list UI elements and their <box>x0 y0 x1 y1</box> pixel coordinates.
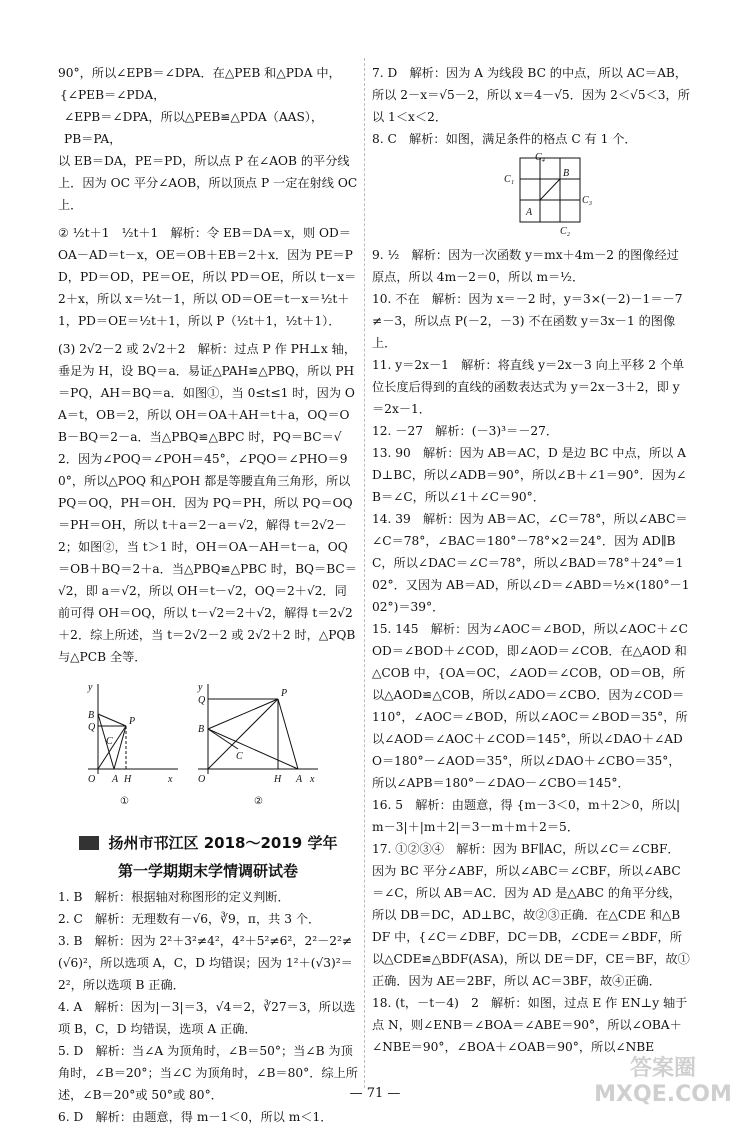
fig-label: B <box>198 724 205 735</box>
answer-item: 13. 90 解析：因为 AB＝AC，D 是边 BC 中点，所以 AD⊥BC，所以∠ADB＝90°，所以∠B＋∠1＝90°．因为∠B＝∠C，所以∠1＋∠C＝90°． <box>372 446 687 504</box>
answer-item: 3. B 解析：因为 2²＋3²≠4²，4²＋5²≠6²，2²－2²≠(√6)²，所以选项 A，C，D 均错误；因为 1²＋(√3)²＝2²，所以选项 B 正确． <box>58 934 353 992</box>
grid-labels <box>504 152 593 237</box>
fig-label: H <box>274 774 282 785</box>
answer-item: 2. C 解析：无理数有－√6，∛9，π，共 3 个． <box>58 912 321 926</box>
fig-label: P <box>129 716 136 727</box>
fig-label: C <box>106 736 113 747</box>
system-line: ∠EPB＝∠DPA，所以△PEB≌△PDA（AAS）， <box>64 110 324 124</box>
grid-label: C₃ <box>582 195 593 206</box>
right-column <box>372 62 690 1058</box>
answer-item: 9. ½ 解析：因为一次函数 y＝mx＋4m－2 的图像经过原点，所以 4m－2＝0，所以 m＝½． <box>372 248 679 284</box>
grid-label: B <box>563 168 570 179</box>
fig-label: y <box>198 682 203 693</box>
coordinate-figures <box>58 674 358 824</box>
text-paragraph: (3) 2√2－2 或 2√2＋2 解析：过点 P 作 PH⊥x 轴，垂足为 H，设 BQ＝a．易证△PAH≌△PBQ，所以 PH＝PQ，AH＝BQ＝a．如图①，当 0≤t≤1 时，因为 OA＝t，OB＝2，所以 OH＝OA＋AH＝t＋a，OQ＝OB－BQ＝2－a．当△PBQ≌△BPC 时，PQ＝BC＝√2．因为∠POQ＝∠POH＝45°，∠PQO＝∠PHO＝90°，所以△POQ 和△POH 都是等腰直角三角形，所以 PQ＝OQ，PH＝OH．因为 PQ＝PH，所以 PQ＝OQ＝PH＝OH，所以 t＋a＝2－a＝√2，解得 t＝2√2－2；如图②，当 t＞1 时，OH＝OA－AH＝t－a，OQ＝OB＋BQ＝2＋a．当△PBQ≌△PBC 时，BQ＝BC＝√2，即 a＝√2，所以 OH＝t－√2，OQ＝2＋√2．同前可得 OH＝OQ，所以 t－√2＝2＋√2，解得 t＝2√2＋2．综上所述，当 t＝2√2－2 或 2√2＋2 时，△PQB 与△PCB 全等． <box>58 342 357 664</box>
grid-label: C₂ <box>560 226 571 237</box>
fig-label: ① <box>120 796 129 807</box>
answer-item: 17. ①②③④ 解析：因为 BF∥AC，所以∠C＝∠CBF．因为 BC 平分∠ABF，所以∠ABC＝∠CBF，所以∠ABC＝∠C，所以 AB＝AC．因为 AD 是△ABC 的角平分线，所以 DB＝DC，AD⊥BC，故②③正确．在△CDE 和△BDF 中，{∠C＝∠DBF，DC＝DB，∠CDE＝∠BDF，所以△CDE≌△BDF(ASA)，所以 DE＝DF，CE＝BF，故①正确．因为 AE＝2BF，所以 AC＝3BF，故④正确． <box>372 842 690 988</box>
answer-item: 1. B 解析：根据轴对称图形的定义判断． <box>58 890 290 904</box>
answer-item: 14. 39 解析：因为 AB＝AC，∠C＝78°，所以∠ABC＝∠C＝78°，∠BAC＝180°－78°×2＝24°．因为 AD∥BC，所以∠DAC＝∠C＝78°，所以∠BAD＝78°＋24°＝102°．又因为 AB＝AD，所以∠D＝∠ABD＝½×(180°－102°)＝39°． <box>372 512 690 614</box>
fig-label: A <box>112 774 119 785</box>
fig-label: O <box>88 774 96 785</box>
fig-label: x <box>310 774 315 785</box>
answer-item: 12. －27 解析：(－3)³＝－27． <box>372 424 559 438</box>
grid-figure <box>372 152 690 238</box>
figure-2 <box>198 684 318 774</box>
grid-label: A <box>526 207 533 218</box>
answer-item: 16. 5 解析：由题意，得 {m－3＜0，m＋2＞0，所以|m－3|＋|m＋2|＝3－m＋m＋2＝5． <box>372 798 681 834</box>
fig-label: ② <box>254 796 263 807</box>
fig-label: y <box>88 682 93 693</box>
text-paragraph: ② ½t＋1 ½t＋1 解析：令 EB＝DA＝x，则 OD＝OA－AD＝t－x，OE＝OB＋EB＝2＋x．因为 PE＝PD，PD＝OD，PE＝OE，所以 PD＝OE，所以 t－x＝2＋x，所以 x＝½t－1，所以 OD＝OE＝t－x＝½t＋1，PD＝OE＝½t＋1，所以 P（½t＋1，½t＋1）． <box>58 226 357 328</box>
fig-label: H <box>124 774 132 785</box>
fig-label: O <box>198 774 206 785</box>
section-title <box>58 830 358 856</box>
section-subtitle: 第一学期期末学情调研试卷 <box>117 862 298 880</box>
answer-item: 5. D 解析：当∠A 为顶角时，∠B＝50°；当∠B 为顶角时，∠B＝20°；当∠C 为顶角时，∠B＝80°．综上所述，∠B＝20°或 50°或 80°． <box>58 1044 358 1102</box>
figure-2-labels <box>197 682 315 807</box>
fig-label: Q <box>198 695 206 706</box>
fig-label: A <box>296 774 303 785</box>
answer-item: 15. 145 解析：因为∠AOC＝∠BOD，所以∠AOC＋∠COD＝∠BOD＋∠COD，即∠AOD＝∠COB．在△AOD 和△COB 中，{OA＝OC，∠AOD＝∠COB，OD＝OB，所以△AOD≌△COB，所以∠ADO＝∠CBO．因为∠COD＝110°，∠AOC＝∠BOD，所以∠AOC＝∠BOD＝35°，所以∠AOD＝∠AOC＋∠COD＝145°，所以∠DAO＋∠ADO＝180°－∠AOD＝35°，所以∠DAO＋∠CBO＝35°，所以∠APB＝180°－∠DAO－∠CBO＝145°． <box>372 622 688 790</box>
figure-1-labels <box>87 682 173 807</box>
fig-label: Q <box>88 722 96 733</box>
system-line: PB＝PA， <box>64 132 122 146</box>
answer-item: 10. 不在 解析：因为 x＝－2 时，y＝3×(－2)－1＝－7≠－3，所以点 P(－2，－3) 不在函数 y＝3x－1 的图像上． <box>372 292 683 350</box>
answer-item: 7. D 解析：因为 A 为线段 BC 的中点，所以 AC＝AB，所以 2－x＝√5－2，所以 x＝4－√5．因为 2＜√5＜3，所以 1＜x＜2． <box>372 66 690 124</box>
answer-item: 8. C 解析：如图，满足条件的格点 C 有 1 个． <box>372 132 637 146</box>
answer-item: 6. D 解析：由题意，得 m－1＜0，所以 m＜1． <box>58 1110 333 1124</box>
fig-label: x <box>168 774 173 785</box>
watermark-logo: 答案圈 MXQE.COM <box>594 1056 732 1107</box>
text-line: 90°，所以∠EPB＝∠DPA．在△PEB 和△PDA 中， <box>58 66 341 80</box>
page-number: — 71 — <box>349 1086 401 1101</box>
section-title-line-1: 扬州市邗江区 2018～2019 学年 <box>108 834 338 852</box>
fig-label: C <box>236 751 243 762</box>
fig-label: B <box>88 710 95 721</box>
section-marker-icon <box>79 836 99 850</box>
text-paragraph: 以 EB＝DA，PE＝PD，所以点 P 在∠AOB 的平分线上．因为 OC 平分∠AOB，所以顶点 P 一定在射线 OC 上． <box>58 154 358 212</box>
grid-svg <box>372 152 690 238</box>
figure-1 <box>88 684 178 774</box>
grid-label: C₁ <box>504 174 515 185</box>
left-column <box>58 62 358 1128</box>
figures-svg <box>58 674 358 824</box>
fig-label: P <box>281 688 288 699</box>
system-line: {∠PEB＝∠PDA， <box>60 88 166 102</box>
answer-item: 11. y＝2x－1 解析：将直线 y＝2x－3 向上平移 2 个单位长度后得到的直线的函数表达式为 y＝2x－3＋2，即 y＝2x－1． <box>372 358 685 416</box>
column-divider <box>364 58 366 1088</box>
grid-label: C₄ <box>535 152 546 163</box>
answer-item: 18. (t，－t－4) 2 解析：如图，过点 E 作 EN⊥y 轴于点 N，则∠ENB＝∠BOA＝∠ABE＝90°，所以∠OBA＋∠NBE＝90°，∠BOA＋∠OAB＝90°，所以∠NBE <box>372 996 688 1054</box>
answer-item: 4. A 解析：因为|－3|＝3，√4＝2，∛27＝3，所以选项 B，C，D 均错误，选项 A 正确． <box>58 1000 356 1036</box>
